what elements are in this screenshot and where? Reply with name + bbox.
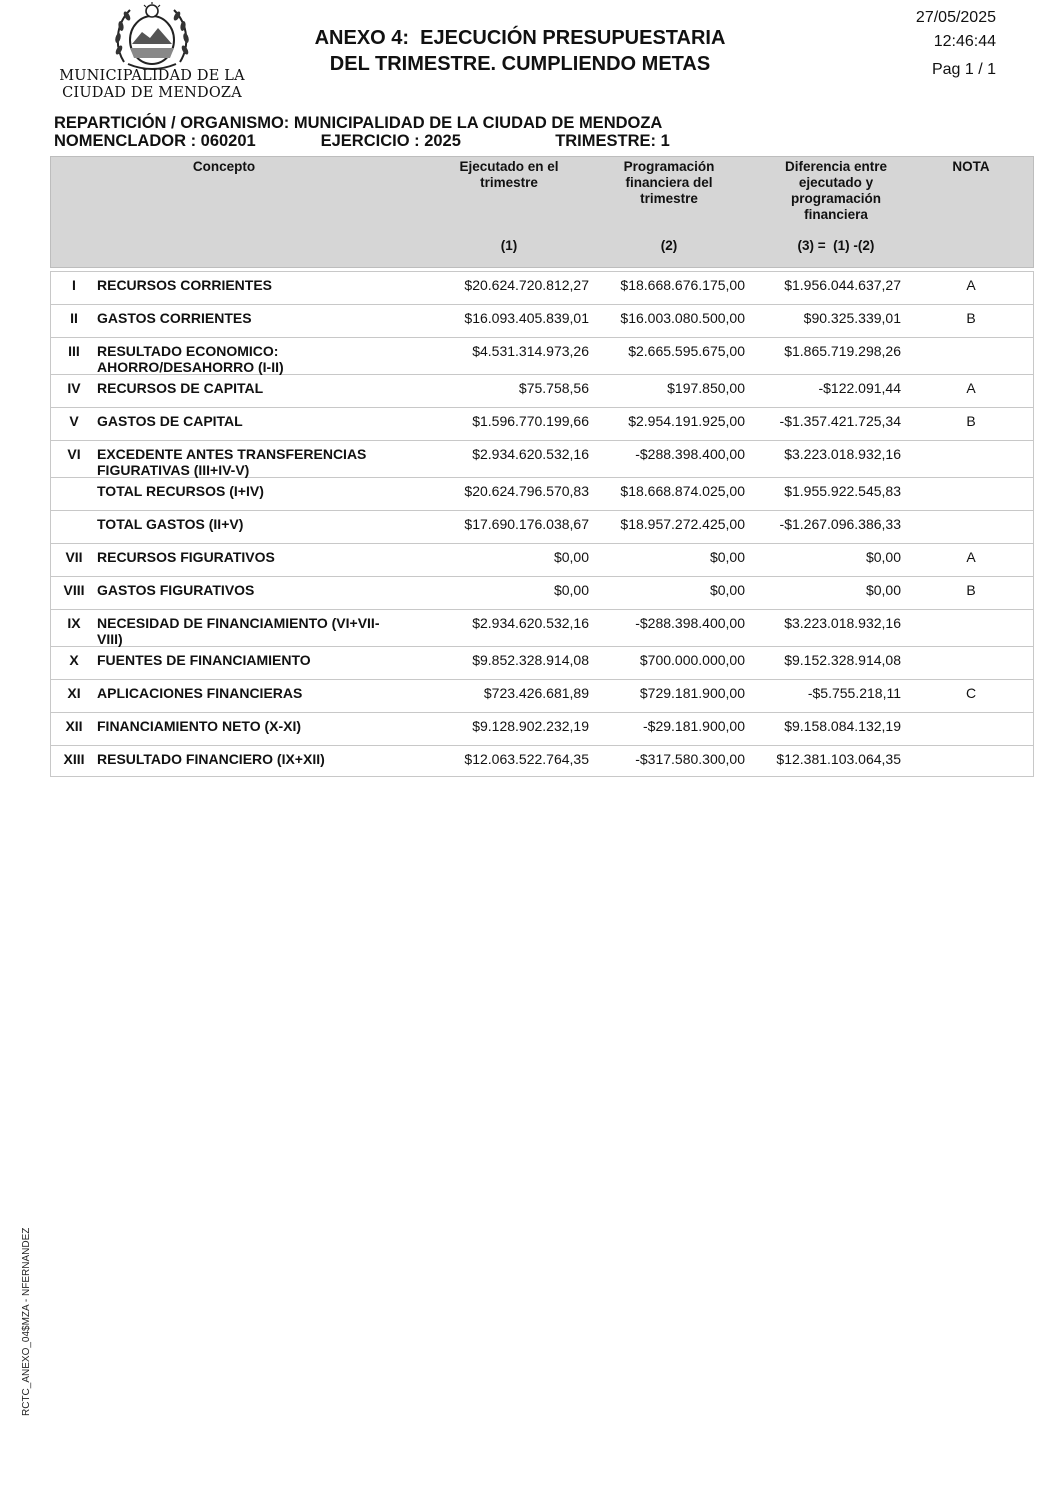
row-number: II [70, 310, 78, 326]
row-concepto: FUENTES DE FINANCIAMIENTO [97, 652, 311, 668]
budget-table [50, 271, 1034, 777]
row-nota: B [966, 582, 976, 598]
report-meta [880, 6, 996, 82]
ejercicio-label: EJERCICIO : 2025 [320, 132, 461, 150]
table-row [51, 305, 1033, 338]
table-row [51, 647, 1033, 680]
row-ejecutado: $4.531.314.973,26 [472, 343, 589, 359]
row-nota: A [966, 549, 976, 565]
row-concepto: RECURSOS FIGURATIVOS [97, 549, 275, 565]
row-diferencia: $1.956.044.637,27 [784, 277, 901, 293]
trimestre-label: TRIMESTRE: 1 [555, 132, 670, 150]
header-diferencia [751, 159, 921, 223]
report-title-line-1: ANEXO 4: EJECUCIÓN PRESUPUESTARIA [314, 27, 726, 49]
row-diferencia: $9.158.084.132,19 [784, 718, 901, 734]
row-diferencia: $0,00 [865, 549, 901, 565]
row-nota: A [966, 380, 976, 396]
header-diferencia-line-3: programación [790, 191, 882, 206]
row-number: IX [67, 615, 81, 631]
report-code-label: RCTC_ANEXO_04$MZA - NFERNANDEZ [21, 1227, 32, 1416]
table-row [51, 338, 1033, 375]
logo-line-1: MUNICIPALIDAD DE LA [59, 68, 245, 84]
report-time: 12:46:44 [933, 33, 996, 50]
row-concepto: APLICACIONES FINANCIERAS [97, 685, 303, 701]
row-nota: B [966, 413, 976, 429]
row-programacion: $16.003.080.500,00 [620, 310, 745, 326]
row-concepto: GASTOS DE CAPITAL [97, 413, 243, 429]
row-diferencia: -$122.091,44 [818, 380, 901, 396]
row-ejecutado: $1.596.770.199,66 [472, 413, 589, 429]
row-concepto: RECURSOS CORRIENTES [97, 277, 273, 293]
report-title-line-2: DEL TRIMESTRE. CUMPLIENDO METAS [329, 53, 711, 75]
header-programacion-line-2: financiera del [625, 175, 713, 190]
row-ejecutado: $2.934.620.532,16 [472, 446, 589, 462]
row-number: VII [65, 549, 83, 565]
row-diferencia: -$1.267.096.386,33 [779, 516, 901, 532]
report-date: 27/05/2025 [915, 9, 996, 26]
table-row [51, 441, 1033, 478]
table-row [51, 746, 1033, 779]
row-number: VIII [63, 582, 85, 598]
header-col-1: (1) [500, 238, 518, 253]
row-number: XII [65, 718, 83, 734]
row-concepto: RESULTADO FINANCIERO (IX+XII) [97, 751, 325, 767]
row-ejecutado: $0,00 [553, 582, 589, 598]
row-concepto: RESULTADO ECONOMICO: AHORRO/DESAHORRO (I-II) [97, 343, 284, 375]
row-nota: C [965, 685, 977, 701]
header-diferencia-line-2: ejecutado y [798, 175, 874, 190]
row-concepto: GASTOS CORRIENTES [97, 310, 252, 326]
header-programacion-line-3: trimestre [640, 191, 698, 206]
report-title [270, 25, 770, 77]
table-row [51, 610, 1033, 647]
row-diferencia: $3.223.018.932,16 [784, 446, 901, 462]
row-programacion: -$288.398.400,00 [635, 615, 745, 631]
table-row [51, 375, 1033, 408]
row-concepto: TOTAL RECURSOS (I+IV) [97, 483, 264, 499]
header-ejecutado-line-1: Ejecutado en el [459, 159, 559, 174]
row-concepto: EXCEDENTE ANTES TRANSFERENCIAS FIGURATIVAS (III+IV-V) [97, 446, 367, 478]
row-programacion: $2.665.595.675,00 [628, 343, 745, 359]
row-programacion: -$29.181.900,00 [643, 718, 745, 734]
table-row [51, 713, 1033, 746]
row-diferencia: -$5.755.218,11 [807, 685, 901, 701]
row-diferencia: $12.381.103.064,35 [776, 751, 901, 767]
row-diferencia: $3.223.018.932,16 [784, 615, 901, 631]
row-diferencia: $1.955.922.545,83 [784, 483, 901, 499]
row-programacion: -$288.398.400,00 [635, 446, 745, 462]
row-nota: A [966, 277, 976, 293]
row-diferencia: $9.152.328.914,08 [784, 652, 901, 668]
header-col-2: (2) [660, 238, 678, 253]
row-number: I [72, 277, 76, 293]
row-ejecutado: $9.852.328.914,08 [472, 652, 589, 668]
row-concepto: FINANCIAMIENTO NETO (X-XI) [97, 718, 302, 734]
header-ejecutado [441, 159, 577, 191]
row-ejecutado: $0,00 [553, 549, 589, 565]
reparticion-label: REPARTICIÓN / ORGANISMO: MUNICIPALIDAD DE LA CIUDAD DE MENDOZA [54, 114, 663, 132]
table-row [51, 478, 1033, 511]
row-diferencia: $90.325.339,01 [803, 310, 901, 326]
row-ejecutado: $16.093.405.839,01 [464, 310, 589, 326]
row-diferencia: -$1.357.421.725,34 [779, 413, 901, 429]
table-row [51, 544, 1033, 577]
row-number: X [69, 652, 79, 668]
row-number: XI [67, 685, 81, 701]
row-nota: B [966, 310, 976, 326]
organism-info [54, 114, 670, 150]
row-ejecutado: $9.128.902.232,19 [472, 718, 589, 734]
row-programacion: $2.954.191.925,00 [628, 413, 745, 429]
row-ejecutado: $12.063.522.764,35 [464, 751, 589, 767]
header-diferencia-line-1: Diferencia entre [784, 159, 888, 174]
nomenclador-label: NOMENCLADOR : 060201 [54, 132, 256, 150]
header-ejecutado-line-2: trimestre [480, 175, 538, 190]
header-concepto: Concepto [192, 159, 256, 174]
row-concepto: GASTOS FIGURATIVOS [97, 582, 255, 598]
coat-of-arms-icon [110, 2, 194, 72]
row-programacion: $0,00 [709, 582, 745, 598]
row-ejecutado: $20.624.796.570,83 [464, 483, 589, 499]
row-ejecutado: $2.934.620.532,16 [472, 615, 589, 631]
table-row [51, 408, 1033, 441]
header-programacion-line-1: Programación [623, 159, 715, 174]
row-diferencia: $1.865.719.298,26 [784, 343, 901, 359]
row-programacion: $18.957.272.425,00 [620, 516, 745, 532]
row-concepto: NECESIDAD DE FINANCIAMIENTO (VI+VII-VIII) [97, 615, 380, 647]
row-ejecutado: $17.690.176.038,67 [464, 516, 589, 532]
page-number: Pag 1 / 1 [931, 61, 996, 78]
row-number: VI [67, 446, 81, 462]
row-number: III [68, 343, 80, 359]
row-ejecutado: $20.624.720.812,27 [464, 277, 589, 293]
table-header [50, 156, 1034, 268]
row-concepto: RECURSOS DE CAPITAL [97, 380, 264, 396]
row-programacion: $0,00 [709, 549, 745, 565]
header-col-3: (3) = (1) -(2) [797, 238, 875, 253]
table-row [51, 272, 1033, 305]
table-row [51, 680, 1033, 713]
row-ejecutado: $75.758,56 [518, 380, 589, 396]
row-concepto: TOTAL GASTOS (II+V) [97, 516, 244, 532]
header-diferencia-line-4: financiera [804, 207, 868, 222]
row-programacion: $18.668.874.025,00 [620, 483, 745, 499]
row-programacion: -$317.580.300,00 [635, 751, 745, 767]
row-number: V [69, 413, 79, 429]
municipality-logo [52, 2, 252, 106]
row-programacion: $700.000.000,00 [639, 652, 745, 668]
row-ejecutado: $723.426.681,89 [483, 685, 589, 701]
row-programacion: $729.181.900,00 [639, 685, 745, 701]
row-programacion: $18.668.676.175,00 [620, 277, 745, 293]
header-nota: NOTA [952, 159, 990, 174]
header-programacion [601, 159, 737, 207]
row-diferencia: $0,00 [865, 582, 901, 598]
row-number: XIII [63, 751, 85, 767]
table-row [51, 577, 1033, 610]
row-programacion: $197.850,00 [667, 380, 745, 396]
logo-line-2: CIUDAD DE MENDOZA [62, 85, 242, 101]
row-number: IV [67, 380, 81, 396]
table-row [51, 511, 1033, 544]
